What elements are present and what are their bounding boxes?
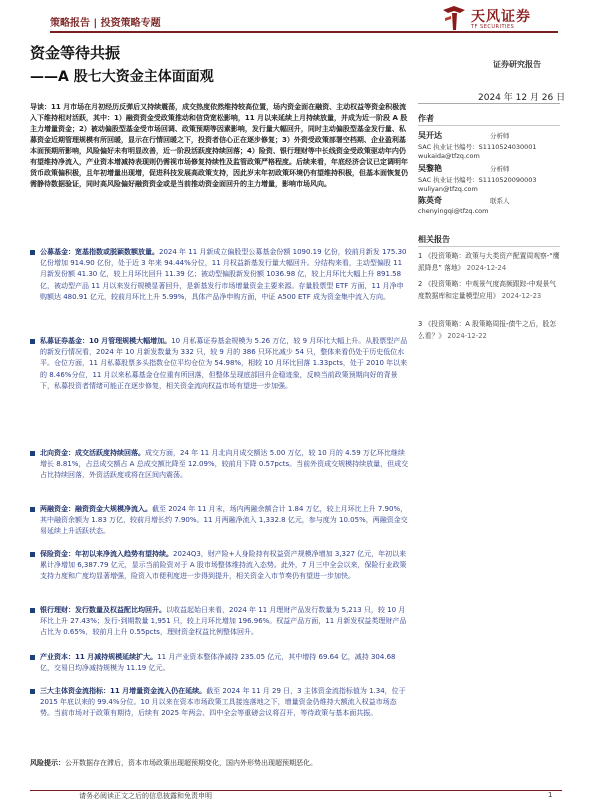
author-role: 分析师 [490,132,510,140]
logo-text-en: TF SECURITIES [471,24,515,30]
author-role: 联系人 [490,197,510,205]
author-cert: SAC 执业证书编号：S1110520090003 [418,176,537,184]
section-body: 截至 2024 年 11 月末，场内两融余额合计 1.84 万亿，较上月环比上升 7.90%，其中融资余额为 1.83 万亿，较前月增长约 7.90%。11 月两融净流入 1,332.8 亿元，参与度为 10.05%，两融资金交易延续上升活跃状态。 [40,505,408,536]
author-name: 陈英奇 [418,196,442,205]
related-report-title[interactable]: 2 《投资策略：中观景气度高频跟踪-中观景气度数据库和定量模型应用》 [418,280,557,300]
related-report-title[interactable]: 1 《投资策略：政策与大类资产配置周观察-“鹰派降息” 落地》 [418,252,560,272]
bullet-icon [30,608,35,613]
section-bank-wealth [30,605,410,639]
section-lead: 私募证券基金：10 月管理规模大幅增加。 [40,337,172,345]
section-insurance [30,549,410,583]
date-divider [418,103,560,104]
report-date: 2024 年 12 月 26 日 [478,93,566,103]
tf-logo-icon [440,4,468,32]
bullet-icon [30,250,35,255]
intro-paragraph [30,102,410,190]
section-lead: 两融资金：融资资金大规模净流入。 [40,505,152,513]
related-divider [418,246,560,247]
authors-heading: 作者 [418,114,434,123]
header-divider [50,31,558,33]
report-title: 资金等待共振 [30,44,121,62]
bullet-icon [30,339,35,344]
section-three-entities [30,686,410,720]
bullet-icon [30,552,35,557]
report-subtitle: ——A 股七大资金主体面面观 [30,69,214,85]
risk-text: 公开数据存在滞后，资本市场政策出现超预期变化，国内外形势出现超预期恶化。 [65,759,317,767]
section-lead: 北向资金：成交活跃度持续回落。 [40,449,145,457]
author-email[interactable]: wuliyan@tfzq.com [418,185,478,193]
logo-text-cn: 天风证券 [471,9,531,25]
section-body: 以收益起始日来看，2024 年 11 月理财产品发行数量为 5,213 只，较 10 月环比上升 27.43%；发行-到期数量 1,951 只，较上月环比增加 196.96%。权益产品方面，11 月新发权益类理财产品占比为 0.65%，较前月上升 0.55pcts，理财资金权益比例整体回升。 [40,606,407,637]
bullet-icon [30,507,35,512]
section-public-funds [30,247,410,303]
section-body: 11 月产业资本整体净减持 235.05 亿元，其中增持 69.64 亿，减持 304.68 亿，交易日均净减持规模为 11.19 亿元。 [40,653,396,673]
related-report-item[interactable] [418,250,560,274]
bullet-icon [30,689,35,694]
section-lead: 保险资金：年初以来净流入趋势有望持续。 [40,550,173,558]
related-report-item[interactable] [418,318,560,342]
author-email[interactable]: wukaida@tfzq.com [418,152,480,160]
author-role: 分析师 [490,165,510,173]
section-body: 成交方面，24 年 11 月北向月成交额达 5.00 万亿，较 10 月的 4.59 万亿环比继续增长 8.81%，占总成交额占 A 总成交额比降至 12.09%，较前月下降 0.57pcts。当前外资成交规模持续放量，但成交占比持续回落，外资活跃度或将在区间内震荡。 [40,449,409,480]
related-report-date: 2024-12-22 [447,332,487,340]
related-report-title[interactable]: 3 《投资策略：A 股策略周报-债牛之后，股怎么看？》 [418,320,557,340]
related-report-item[interactable] [418,278,560,302]
author-cert: SAC 执业证书编号：S1110524030001 [418,143,537,151]
section-body: 2024 年 11 月新成立偏股型公募基金份额 1090.19 亿份，较前月新发 175.30 亿份增加 914.90 亿份，处于近 3 年来 94.44%分位，11 月权益新基发行量大幅回升。分结构来看，主动型偏股 11 月新发份额 41.30 亿，较上月环比回升 11.39 亿；被动型偏股新发份额 1036.98 亿，较上月环比大幅上升 891.58 亿，被动型产品 11 月以来发行规模显著回升，是新基发行市场增量资金主要来源。存量股票型 ETF 方面，11 月净申购额达 480.91 亿元，较前月环比上升 5.99%，具体产品净申购方面，中证 A500 ETF 成为资金集中流入方向。 [40,248,407,301]
intro-label: 导读： [30,103,51,111]
page-number: 1 [548,791,553,799]
section-northbound [30,448,410,482]
footer-disclaimer: 请务必阅读正文之后的信息披露和免责申明 [79,792,212,800]
related-report-date: 2024-12-23 [501,292,542,300]
section-body: 10 月私募证券基金规模为 5.26 万亿，较 9 月环比大幅上升。从股票型产品的新发行情况看，2024 年 10 月新发数量为 332 只，较 9 月的 386 只环比减少 54 只，整体来看仍处于历史低位水平。仓位方面，11 月私募股票多头指数仓位平均仓位为 54.98%，相较 10 月环比回落 1.33pcts，处于 2010 年以来的 8.46%分位，11 月以来私募基金仓位重有所回落，但整体呈现底部回升企稳迹象，反映当前政策预期向好的背景下，私募投资者情绪可能正在逐步修复，相关资金流向权益市场有望进一步加强。 [40,337,408,390]
bullet-icon [30,655,35,660]
related-report-date: 2024-12-24 [466,264,507,272]
section-body: 2024Q3，财产险+人身险持有权益资产规模净增加 3,327 亿元，年初以来累计净增加 6,387.79 亿元，显示当前险资对于 A 股市场整体维持流入态势。此外，7 月三中全会以来，保险行业政策支持力度和广度均显著增强，险资入市便利度进一步得到提升，相关资金入市节奏仍有望进一步加快。 [40,550,407,581]
section-lead: 产业资本：11 月减持规模延续扩大。 [40,653,158,661]
section-industrial-capital [30,652,410,674]
intro-text: 11 月市场在月初经历反弹后又持续震荡，成交热度依然维持较高位置，场内资金面在融资、主动权益等资金积极流入下维持相对活跃，其中：1）融资资金受政策推动和信贷宽松影响，11 月以来延续上月持续放量，并成为近一阶段 A 股主力增量资金；2）被动偏股型基金受市场回调、政策预期等因素影响，发行量大幅回升，同时主动偏股型基金发行量、私募资金近期管理规模有所回暖，显示在行情回暖之下，投资者信心正在逐步修复；3）外资受政策部署空档期、企业盈利基本面预期所影响，风险偏好未有明显改善，近一阶段活跃度持续回落；4）险资、银行理财等中长线资金受政策驱动年内仍有望维持净流入，产业资本增减持表现则仍需视市场修复持续性及监管政策严格程度。后续来看，年底经济会议已定调明年货币政策偏积极，且年初增量出现增，促进科技发展高政策支持，因此岁末年初政策环境仍有望维持积极，但基本面恢复仍需静待数据验证，同时高风险偏好融资资金或是当前推动资金面回升的主力增量，影响市场风向。 [30,103,408,188]
section-lead: 三大主体资金流指标：11 月增量资金流入仍在延续。 [40,687,207,695]
authors-divider [418,125,560,126]
related-heading: 相关报告 [418,235,450,244]
section-margin-trading [30,504,410,538]
section-body: 截至 2024 年 11 月 29 日，3 主体资金流指标值为 1.34，位于 2015 年底以来的 99.4%分位。10 月以来在资本市场政策工具接连落地之下，增量资金仍维持大额流入权益市场态势。当前市场对于政策有期待，后续有 2025 年两会、四中全会等重磅会议将召开，等待政策与基本面共振。 [40,687,406,718]
author-name: 吴黎艳 [418,164,442,173]
risk-label: 风险提示： [30,759,65,767]
bullet-icon [30,451,35,456]
author-name: 吴开达 [418,131,442,140]
report-category: 策略报告 | 投资策略专题 [50,18,161,29]
author-email[interactable]: chenyingqi@tfzq.com [418,207,489,215]
section-private-funds [30,336,410,392]
risk-warning [30,758,410,769]
report-type-label: 证券研究报告 [493,60,541,69]
section-lead: 银行理财：发行数量及权益配比均回升。 [40,606,166,614]
section-lead: 公募基金：宽基指数或脱颖数额放量。 [40,248,159,256]
